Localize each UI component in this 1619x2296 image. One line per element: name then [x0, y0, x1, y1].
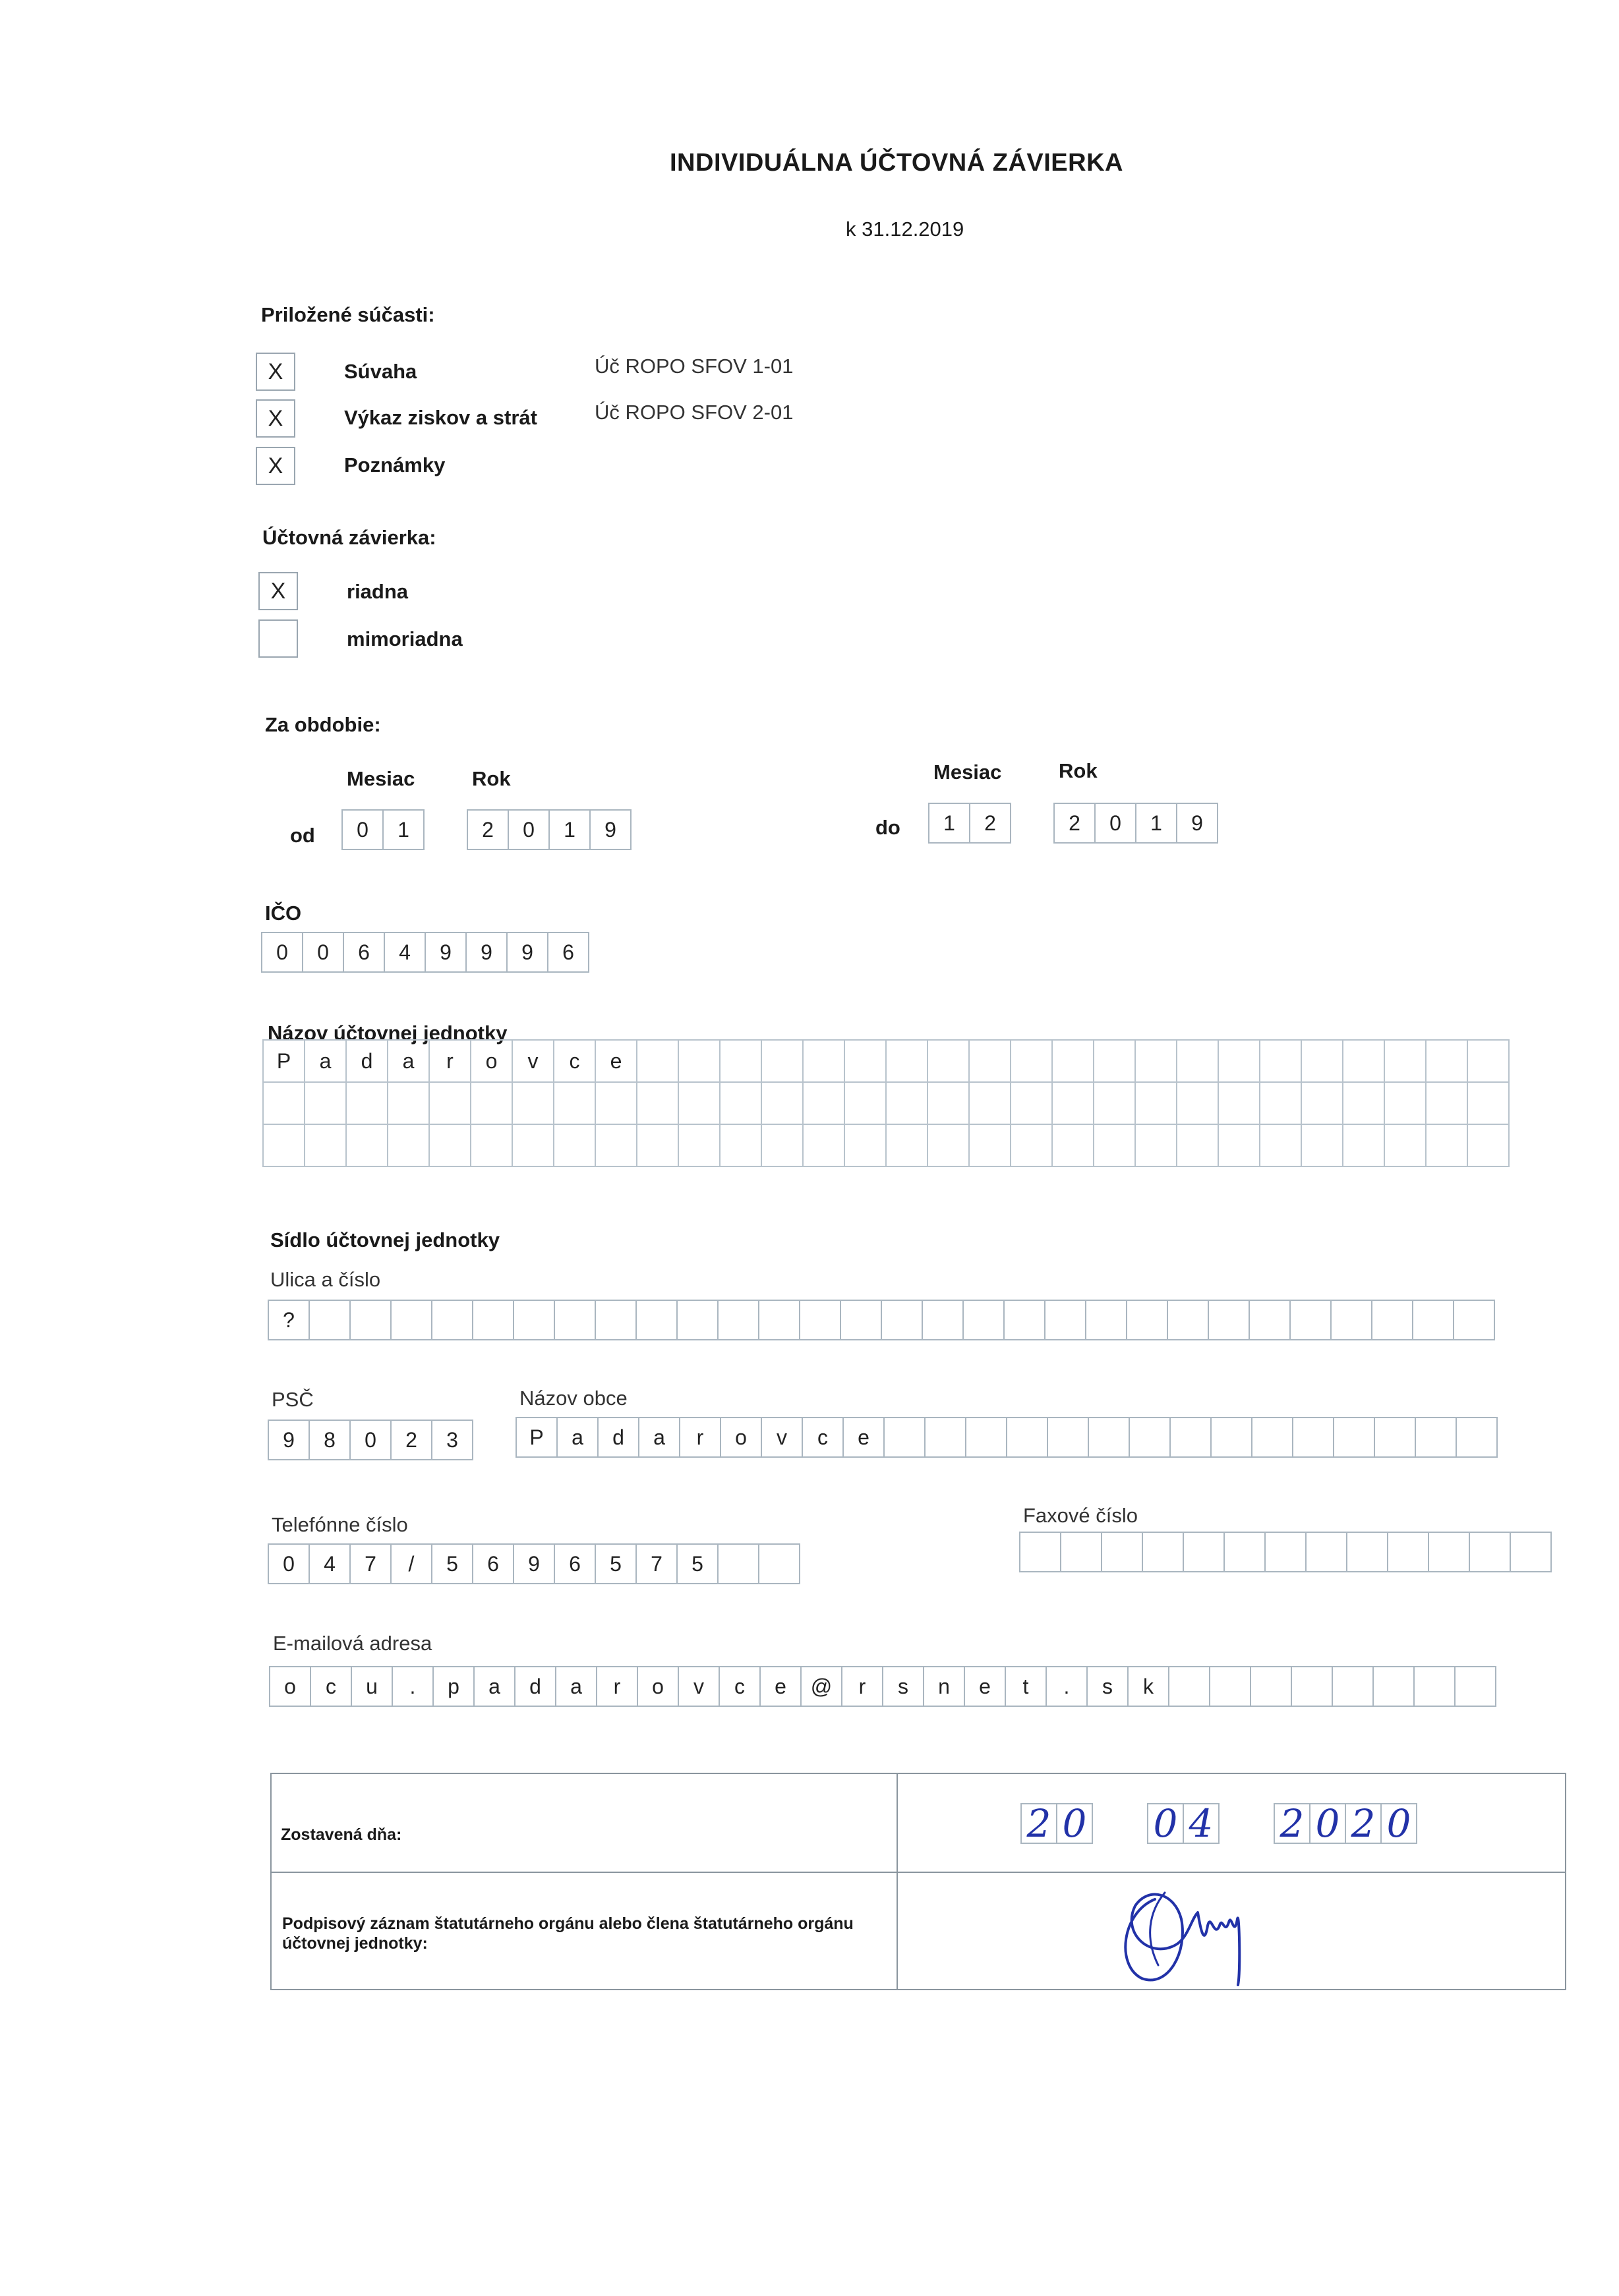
char-cell: 5: [595, 1543, 637, 1584]
char-cell: k: [1127, 1666, 1169, 1707]
label-balance-sheet: Súvaha: [344, 360, 417, 383]
char-cell: r: [596, 1666, 638, 1707]
checkbox-regular[interactable]: X: [258, 572, 298, 610]
char-cell: r: [679, 1417, 721, 1458]
page-title: INDIVIDUÁLNA ÚČTOVNÁ ZÁVIERKA: [670, 149, 1123, 177]
char-cell: s: [882, 1666, 924, 1707]
digit-cell: 1: [382, 809, 425, 850]
ico-label: IČO: [265, 902, 302, 925]
signature-label: Podpisový záznam štatutárneho orgánu alebo člena štatutárneho orgánu účtovnej jednotky:: [282, 1914, 854, 1953]
town-field[interactable]: [515, 1417, 1496, 1458]
char-cell: o: [471, 1040, 512, 1082]
char-cell: d: [597, 1417, 639, 1458]
char-cell: 5: [676, 1543, 719, 1584]
checkbox-notes[interactable]: X: [256, 447, 295, 485]
phone-field[interactable]: [268, 1543, 799, 1584]
entity-name-label: Názov účtovnej jednotky: [268, 1021, 508, 1045]
handwritten-digit: 2: [1280, 1801, 1305, 1846]
compiled-year-field[interactable]: [1274, 1803, 1416, 1844]
char-cell: u: [351, 1666, 393, 1707]
digit-cell: 9: [1176, 803, 1218, 844]
char-cell: ?: [268, 1300, 310, 1340]
attachments-heading: Priložené súčasti:: [261, 303, 435, 326]
char-cell: a: [555, 1666, 597, 1707]
digit-cell: 1: [928, 803, 970, 844]
char-cell: r: [429, 1040, 471, 1082]
digit-cell: 9: [506, 932, 548, 973]
from-label: od: [290, 824, 315, 847]
to-label: do: [875, 816, 900, 839]
char-cell: s: [1086, 1666, 1129, 1707]
char-cell: 0: [268, 1543, 310, 1584]
char-cell: c: [554, 1040, 595, 1082]
digit-cell: 9: [425, 932, 467, 973]
label-regular: riadna: [347, 580, 409, 603]
handwritten-digit: 2: [1351, 1801, 1376, 1846]
char-cell: 5: [431, 1543, 473, 1584]
char-cell: o: [269, 1666, 311, 1707]
digit-cell: 2: [969, 803, 1011, 844]
fax-field[interactable]: [1019, 1532, 1550, 1572]
digit-cell: 0: [508, 809, 550, 850]
digit-cell: 0: [261, 932, 303, 973]
char-cell: a: [638, 1417, 680, 1458]
char-cell: v: [512, 1040, 554, 1082]
digit-cell: 2: [467, 809, 509, 850]
to-month-field[interactable]: [928, 803, 1010, 844]
char-cell: c: [802, 1417, 844, 1458]
char-cell: a: [473, 1666, 515, 1707]
checkbox-balance-sheet[interactable]: X: [256, 353, 295, 391]
checkbox-income-statement[interactable]: X: [256, 399, 295, 438]
handwritten-digit: 0: [1315, 1801, 1340, 1846]
period-heading: Za obdobie:: [265, 713, 381, 736]
digit-cell: 0: [1094, 803, 1136, 844]
entity-name-field[interactable]: [262, 1039, 1510, 1167]
fax-label: Faxové číslo: [1023, 1504, 1138, 1527]
street-label: Ulica a číslo: [270, 1268, 381, 1291]
handwritten-digit: 4: [1189, 1801, 1214, 1846]
psc-field[interactable]: [268, 1420, 472, 1460]
char-cell: 7: [349, 1543, 392, 1584]
from-month-field[interactable]: [341, 809, 423, 850]
to-year-field[interactable]: [1053, 803, 1217, 844]
seat-heading: Sídlo účtovnej jednotky: [270, 1228, 500, 1251]
town-label: Názov obce: [519, 1387, 628, 1410]
char-cell: e: [595, 1040, 637, 1082]
to-year-label: Rok: [1059, 759, 1098, 782]
compiled-date-label: Zostavená dňa:: [281, 1825, 402, 1844]
char-cell: .: [392, 1666, 434, 1707]
char-cell: .: [1045, 1666, 1088, 1707]
from-year-label: Rok: [472, 767, 511, 790]
handwritten-signature: [1109, 1873, 1260, 1989]
from-year-field[interactable]: [467, 809, 630, 850]
char-cell: a: [305, 1040, 346, 1082]
digit-cell: 2: [1053, 803, 1096, 844]
char-cell: c: [719, 1666, 761, 1707]
digit-cell: 6: [547, 932, 589, 973]
char-cell: c: [310, 1666, 352, 1707]
signature-table: [270, 1773, 1566, 1990]
digit-cell: 9: [268, 1420, 310, 1460]
digit-cell: 1: [548, 809, 591, 850]
psc-label: PSČ: [272, 1388, 314, 1411]
char-cell: v: [761, 1417, 803, 1458]
char-cell: t: [1005, 1666, 1047, 1707]
char-cell: e: [842, 1417, 885, 1458]
digit-cell: 9: [589, 809, 632, 850]
email-label: E-mailová adresa: [273, 1632, 432, 1655]
char-cell: 4: [309, 1543, 351, 1584]
statement-type-heading: Účtovná závierka:: [262, 526, 436, 549]
email-field[interactable]: [269, 1666, 1495, 1707]
digit-cell: 0: [302, 932, 344, 973]
char-cell: p: [432, 1666, 475, 1707]
char-cell: n: [923, 1666, 965, 1707]
checkbox-extraordinary[interactable]: [258, 619, 298, 658]
compiled-month-field[interactable]: [1147, 1803, 1218, 1844]
handwritten-digit: 0: [1386, 1801, 1411, 1846]
code-income-statement: Úč ROPO SFOV 2-01: [595, 401, 794, 424]
phone-label: Telefónne číslo: [272, 1513, 408, 1536]
label-income-statement: Výkaz ziskov a strát: [344, 406, 537, 429]
compiled-day-field[interactable]: [1020, 1803, 1092, 1844]
char-cell: 7: [635, 1543, 678, 1584]
digit-cell: 0: [349, 1420, 392, 1460]
char-cell: /: [390, 1543, 432, 1584]
handwritten-digit: 0: [1062, 1801, 1087, 1846]
char-cell: a: [388, 1040, 429, 1082]
handwritten-digit: 2: [1026, 1801, 1051, 1846]
char-cell: e: [759, 1666, 802, 1707]
char-cell: d: [346, 1040, 388, 1082]
char-cell: e: [964, 1666, 1006, 1707]
char-cell: 6: [554, 1543, 596, 1584]
digit-cell: 6: [343, 932, 385, 973]
digit-cell: 4: [384, 932, 426, 973]
digit-cell: 1: [1135, 803, 1177, 844]
report-date: k 31.12.2019: [846, 217, 964, 241]
char-cell: P: [263, 1040, 305, 1082]
char-cell: P: [515, 1417, 558, 1458]
digit-cell: 9: [465, 932, 508, 973]
digit-cell: 2: [390, 1420, 432, 1460]
ico-field[interactable]: [261, 932, 588, 973]
digit-cell: 3: [431, 1420, 473, 1460]
char-cell: 6: [472, 1543, 514, 1584]
char-cell: 9: [513, 1543, 555, 1584]
street-field[interactable]: [268, 1300, 1494, 1340]
digit-cell: 0: [341, 809, 384, 850]
char-cell: d: [514, 1666, 556, 1707]
char-cell: o: [720, 1417, 762, 1458]
char-cell: r: [841, 1666, 883, 1707]
char-cell: v: [678, 1666, 720, 1707]
label-extraordinary: mimoriadna: [347, 627, 463, 650]
char-cell: o: [637, 1666, 679, 1707]
char-cell: @: [800, 1666, 842, 1707]
digit-cell: 8: [309, 1420, 351, 1460]
to-month-label: Mesiac: [933, 761, 1002, 784]
handwritten-digit: 0: [1153, 1801, 1178, 1846]
char-cell: a: [556, 1417, 599, 1458]
from-month-label: Mesiac: [347, 767, 415, 790]
code-balance-sheet: Úč ROPO SFOV 1-01: [595, 355, 794, 378]
label-notes: Poznámky: [344, 453, 446, 476]
